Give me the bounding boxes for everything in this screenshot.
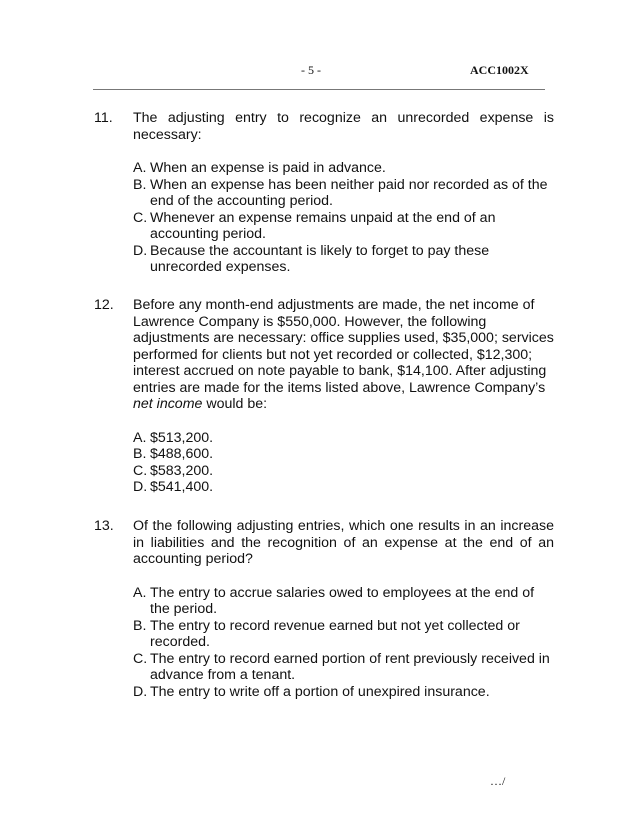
page-number: - 5 -	[301, 63, 321, 77]
option-d	[133, 243, 554, 276]
option-list	[133, 585, 554, 701]
stem-text: Before any month-end adjustments are made, the net income of Lawrence Company is $550,000. However, the following adjustments are necessary: office supplies used, $35,000; services performed for clients but not yet recorded or collected, $12,300; interest accrued on note payable to bank, $14,100. After adjusting entries are made for the items listed above, Lawrence Company’s	[133, 297, 554, 396]
option-c	[133, 210, 554, 243]
option-letter: D.	[133, 242, 148, 259]
option-letter: A.	[133, 584, 147, 601]
option-text: The entry to record earned portion of rent previously received in advance from a tenant.	[150, 650, 550, 683]
option-list	[133, 160, 554, 276]
option-text: When an expense has been neither paid nor recorded as of the end of the accounting period.	[150, 176, 548, 209]
option-c	[133, 651, 554, 684]
option-letter: C.	[133, 462, 148, 479]
option-b	[133, 618, 554, 651]
option-text: The entry to accrue salaries owed to employees at the end of the period.	[150, 584, 535, 617]
question-12	[94, 297, 554, 496]
option-d	[133, 479, 554, 496]
option-text: When an expense is paid in advance.	[150, 160, 386, 176]
question-stem: Of the following adjusting entries, which one results in an increase in liabilities and the recognition of an expense at the end of an accounting period?	[133, 518, 554, 567]
option-text: The entry to record revenue earned but not yet collected or recorded.	[150, 617, 520, 650]
option-text: Because the accountant is likely to forget to pay these unrecorded expenses.	[150, 242, 490, 275]
option-c	[133, 463, 554, 480]
option-letter: D.	[133, 479, 148, 495]
question-number: 12.	[94, 297, 114, 313]
stem-emphasis: net income	[133, 396, 203, 412]
option-text: Whenever an expense remains unpaid at the end of an accounting period.	[150, 209, 496, 242]
question-stem: The adjusting entry to recognize an unrecorded expense is necessary:	[133, 110, 554, 143]
option-letter: B.	[133, 446, 147, 462]
option-list	[133, 430, 554, 496]
option-letter: A.	[133, 160, 147, 176]
option-b	[133, 177, 554, 210]
header-rule	[93, 89, 545, 90]
option-letter: B.	[133, 617, 147, 634]
stem-end: would be:	[202, 396, 268, 412]
option-text: The entry to write off a portion of unexpired insurance.	[150, 683, 490, 700]
option-letter: C.	[133, 650, 148, 667]
option-text: $488,600.	[150, 446, 214, 462]
option-a	[133, 430, 554, 447]
course-code: ACC1002X	[470, 63, 529, 77]
option-text: $541,400.	[150, 479, 214, 495]
option-d	[133, 684, 554, 701]
continuation-mark: …/	[490, 774, 506, 788]
option-b	[133, 446, 554, 463]
option-letter: A.	[133, 429, 147, 446]
question-number: 13.	[94, 518, 114, 534]
option-letter: D.	[133, 683, 148, 700]
option-a	[133, 585, 554, 618]
option-text: $513,200.	[150, 429, 214, 446]
option-a	[133, 160, 554, 177]
option-letter: B.	[133, 176, 147, 193]
option-letter: C.	[133, 209, 148, 226]
question-11	[94, 110, 554, 276]
question-13	[94, 518, 554, 700]
option-text: $583,200.	[150, 462, 214, 479]
question-stem	[133, 297, 554, 413]
question-number: 11.	[94, 110, 113, 126]
